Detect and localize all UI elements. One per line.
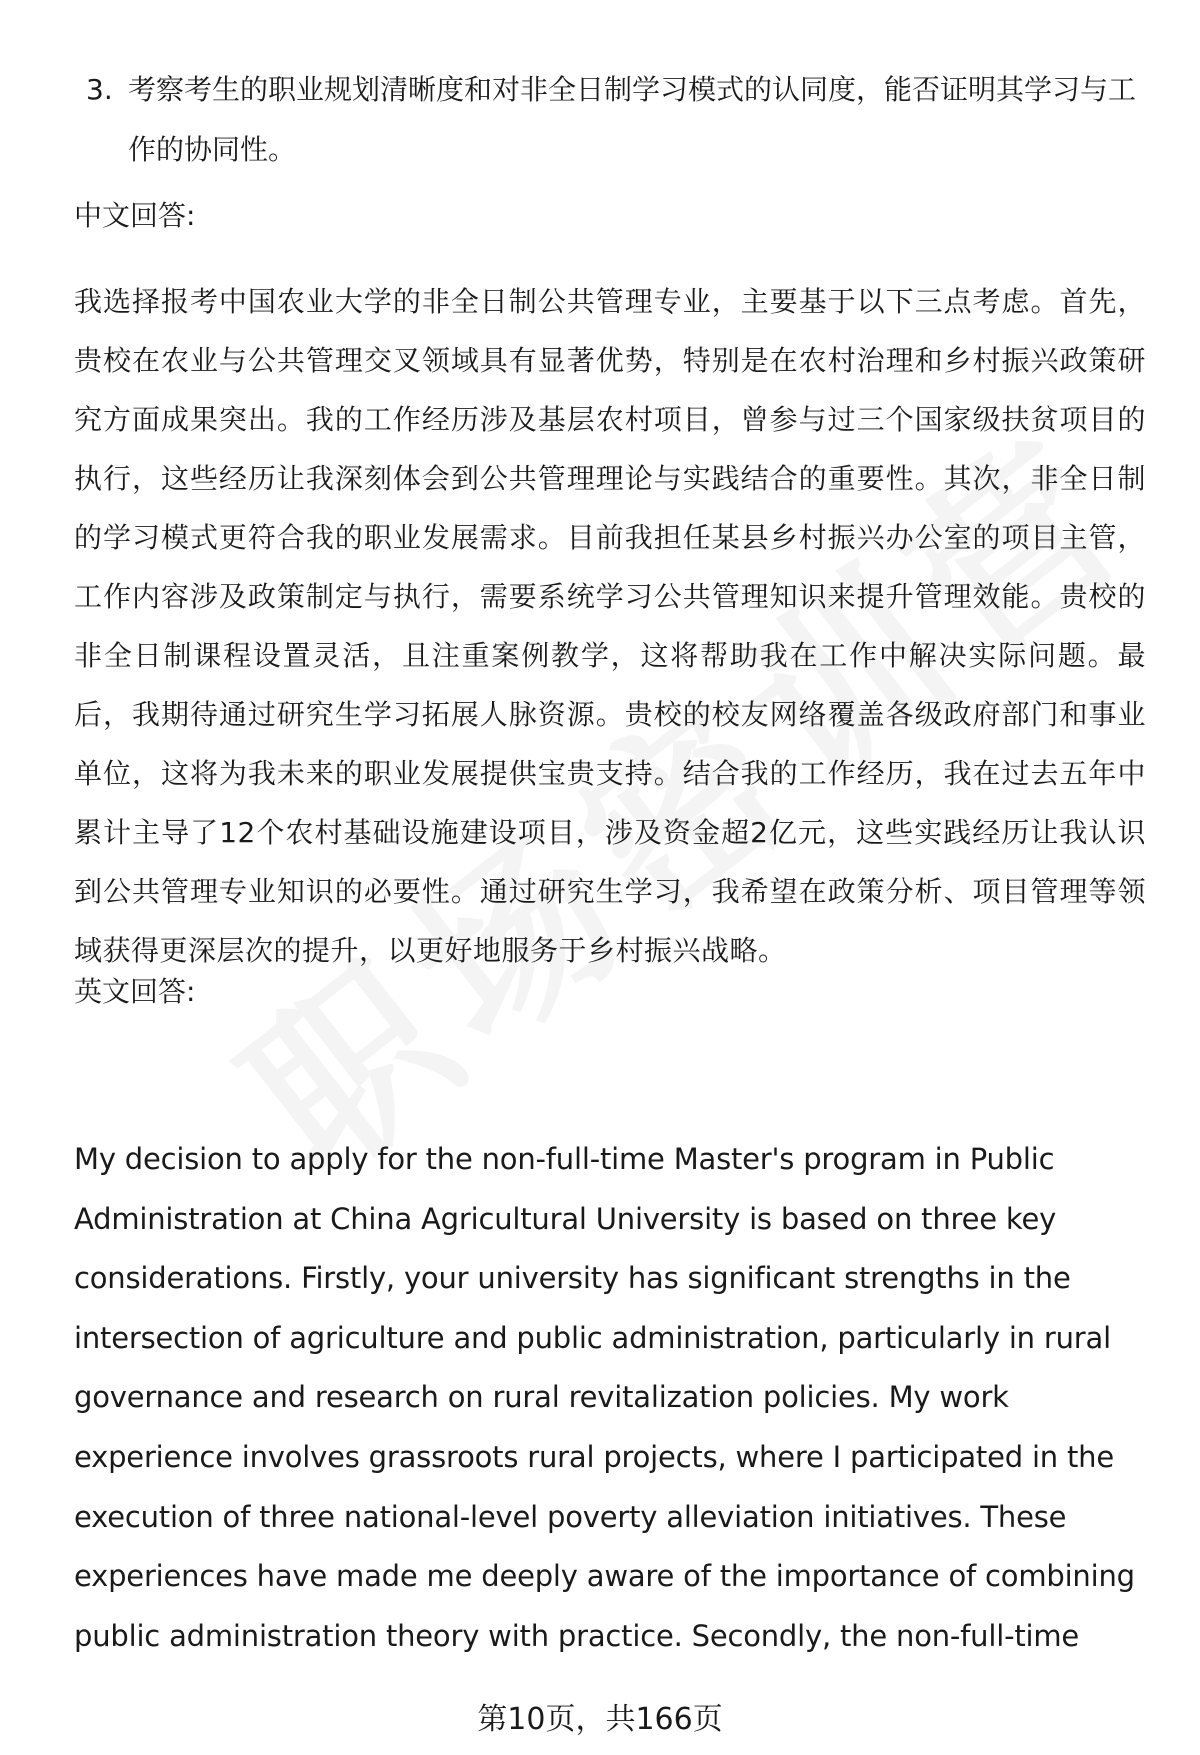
- chinese-answer-text: 我选择报考中国农业大学的非全日制公共管理专业，主要基于以下三点考虑。首先，贵校在农业与公共管理交叉领域具有显著优势，特别是在农村治理和乡村振兴政策研究方面成果突出。我的工作经历涉及基层农村项目，曾参与过三个国家级扶贫项目的执行，这些经历让我深刻体会到公共管理理论与实践结合的重要性。其次，非全日制的学习模式更符合我的职业发展需求。目前我担任某县乡村振兴办公室的项目主管，工作内容涉及政策制定与执行，需要系统学习公共管理知识来提升管理效能。贵校的非全日制课程设置灵活，且注重案例教学，这将帮助我在工作中解决实际问题。最后，我期待通过研究生学习拓展人脉资源。贵校的校友网络覆盖各级政府部门和事业单位，这将为我未来的职业发展提供宝贵支持。结合我的工作经历，我在过去五年中累计主导了12个农村基础设施建设项目，涉及资金超2亿元，这些实践经历让我认识到公共管理专业知识的必要性。通过研究生学习，我希望在政策分析、项目管理等领域获得更深层次的提升，以更好地服务于乡村振兴战略。: [74, 285, 1146, 967]
- question-text: 考察考生的职业规划清晰度和对非全日制学习模式的认同度，能否证明其学习与工作的协同性。: [128, 73, 1137, 166]
- question-number: 3.: [86, 73, 113, 106]
- page-number: 第10页，共166页: [477, 1702, 723, 1737]
- question-item: [86, 60, 1146, 180]
- english-answer-text: My decision to apply for the non-full-time Master's program in Public Administration at China Agricultural University is based on three key considerations. Firstly, your university has significant strengths in the intersection of agriculture and public administration, particularly in rural governance and research on rural revitalization policies. My work experience involves grassroots rural projects, where I participated in the execution of three national-level poverty alleviation initiatives. These experiences have made me deeply aware of the importance of combining public administration theory with practice. Secondly, the non-full-time: [74, 1142, 1135, 1653]
- english-answer-label: 英文回答:: [74, 975, 196, 1008]
- chinese-answer-label: 中文回答:: [74, 199, 196, 232]
